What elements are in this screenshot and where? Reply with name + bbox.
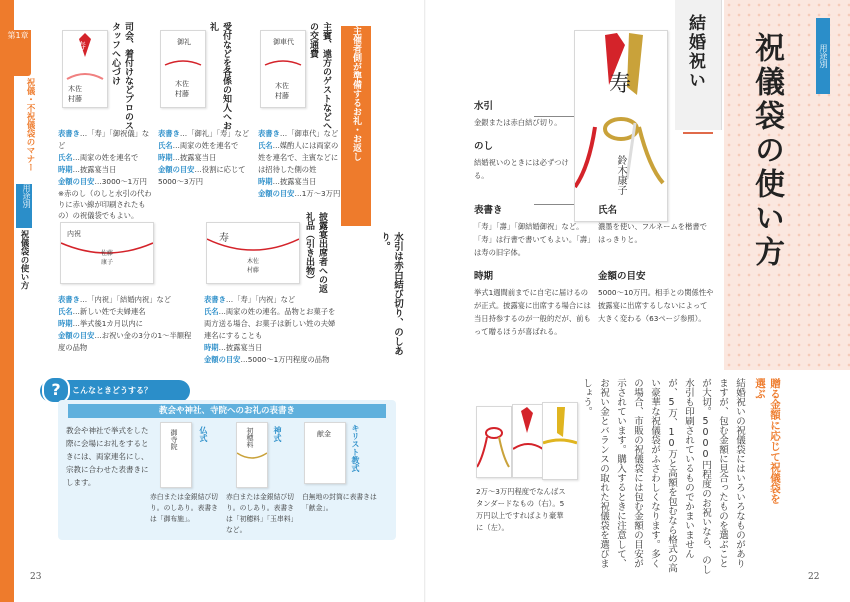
main-envelope-name: 鈴木康子 <box>615 155 626 195</box>
envelope-christian <box>304 422 346 484</box>
heading-vip: 主賓、遠方のゲストなどへの交通費 <box>308 22 331 130</box>
envelope-christian-text: 献金 <box>317 430 331 438</box>
chapter-tab-bar <box>0 0 14 602</box>
field-name: 氏名 濃墨を使い、フルネームを楷書ではっきりと。 <box>598 205 707 244</box>
envelope-buddhist-text: 御寺院 <box>170 429 178 450</box>
envelope-shinto-text: 初穂料 <box>246 427 254 448</box>
howto-badge-label: こんなときどうする？ <box>72 386 152 395</box>
envelope-other <box>60 222 154 284</box>
envelope-vip <box>260 30 306 108</box>
envelope-other-top: 内祝 <box>67 230 81 238</box>
sub-body: 結婚祝いの祝儀袋にはいろいろなものがありますが、包む金額に見合ったものを選ぶことが大切。5000円程度のお祝いなら、のし水引も印刷されているものでかまいませんが、5万、10万と高額を包むなら格式の高い豪華な祝儀袋がふさわしくなります。多くの場合、市販の祝儀袋には包む金額の目安が示されています。購入するときに注意して、お祝い金とバランスの取れた祝儀袋を選びましょう。 <box>581 378 745 574</box>
field-noshi: のし 結婚祝いのときには必ずつける。 <box>474 141 569 180</box>
christian-desc: 白無地の封筒に表書きは「献金」。 <box>302 493 377 512</box>
page-number-right: 22 <box>808 572 820 582</box>
shinto-label: 神式 <box>273 426 282 442</box>
photo-caption: 2万～3万円程度でなんばスタンダードなもの（右）。5万円以上ですればより豪華に（左）。 <box>476 487 566 532</box>
category-tab[interactable]: 用途別 <box>16 184 32 228</box>
organizer-banner: 主催者側が準備するお礼・お返し <box>341 26 371 226</box>
envelope-vip-names: 木佐 村藤 <box>275 82 289 100</box>
field-amount: 金額の目安 5000～10万円。相手との関係性や披露宴に出席するしないによって大きく変わる（63ページ参照）。 <box>598 271 714 323</box>
envelope-staff-names: 木佐 村藤 <box>68 85 82 103</box>
caption-guest-return: 表書き…「寿」「内祝」など 氏名…両家の姓の連名。品物とお菓子を両方送る場合、お菓子は新しい姓の夫婦連名にすることも 時期…披露宴当日 金額の目安…5000～1万円程度の品物 <box>204 295 336 364</box>
photo-envelope-left <box>476 406 512 478</box>
envelope-shinto <box>236 422 268 488</box>
tab-page-title: 祝儀袋の使い方 <box>19 230 29 290</box>
howto-badge <box>40 380 190 402</box>
big-title: 祝儀袋の使い方 <box>749 32 784 270</box>
envelope-guests-top: 御礼 <box>177 38 191 46</box>
photo-envelope-middle <box>512 404 544 478</box>
envelope-guest-top: 寿 <box>219 233 229 244</box>
shinto-desc: 赤白または金銀結び切り。のしあり。表書きは「初穂料」「玉串料」など。 <box>226 493 298 534</box>
main-envelope <box>574 30 668 222</box>
chapter-tab[interactable]: 第1章 <box>5 30 31 76</box>
caption-guests: 表書き…「御礼」「寿」など 氏名…両家の姓を連名で 時期…披露宴当日 金額の目安…役割に応じて5000～3万円 <box>158 129 250 186</box>
envelope-buddhist <box>160 422 192 488</box>
howto-body: 教会や神社で挙式をした際に会場にお礼をするときには、両家連名にし、宗教に合わせた表書きにします。 <box>66 426 149 487</box>
caption-other: 表書き…「内祝」「結婚内祝」など 氏名…新しい姓で夫婦連名 時期…挙式後1カ月以内に 金額の目安…お祝い金の3分の1～半額程度の品物 <box>58 295 192 352</box>
envelope-vip-top: 御車代 <box>273 38 294 46</box>
envelope-other-names: 佐藤 康子 <box>101 250 114 266</box>
heading-staff: 司会、着付けなどプロのスタッフへ心づけ <box>110 22 133 130</box>
howto-title: 教会や神社、寺院へのお礼の表書き <box>68 404 386 418</box>
christian-label: キリスト教式 <box>351 424 360 472</box>
heading-guests: 受付などを各係の知人へお礼 <box>208 22 231 130</box>
mizuhiki-note: 水引は赤白結び切り、のしあり。 <box>379 232 403 356</box>
field-omotegaki: 表書き 「寿」「壽」「御結婚御祝」など。「寿」は行書で書いてもよい。「壽」は寿の旧字体。 <box>474 205 591 257</box>
field-timing: 時期 挙式1週間前までに自宅に届けるのが正式。披露宴に出席する場合には当日持参するのが一般的だが、前もって贈るほうが喜ばれる。 <box>474 271 591 336</box>
envelope-guest-names: 木佐 村藤 <box>247 258 260 274</box>
envelope-guests-names: 木佐 村藤 <box>175 80 189 98</box>
heading-guest-return: 披露宴出席者への返礼品（引き出物） <box>304 212 327 293</box>
section-title: 結婚祝い <box>685 14 705 90</box>
field-mizuhiki: 水引 金銀または赤白結び切り。 <box>474 101 562 127</box>
page-number-left: 23 <box>30 572 42 582</box>
question-icon: ? <box>42 376 70 404</box>
buddhist-label: 仏式 <box>199 426 208 442</box>
howto-box <box>58 400 396 540</box>
buddhist-desc: 赤白または金銀結び切り。のしあり。表書きは「御布施」。 <box>150 493 218 523</box>
main-envelope-top: 寿 <box>609 72 632 97</box>
envelope-guests <box>160 30 206 108</box>
sub-heading: 贈る金額に応じて祝儀袋を選ぶ <box>754 378 781 504</box>
category-tab-right[interactable]: 用途別 <box>816 18 830 94</box>
pattern-band <box>724 0 850 370</box>
caption-staff: 表書き…「寿」「御祝儀」など 氏名…両家の姓を連名で 時期…披露宴当日 金額の目安…3000～1万円 ※赤のし（のしと水引の代わりに赤い線が印刷されたもの）の祝儀袋でもよい。 <box>58 129 152 220</box>
envelope-staff-top: 寿 <box>77 42 87 52</box>
section-title-box <box>675 0 722 130</box>
chapter-section-title: 祝儀・不祝儀袋のマナー <box>25 78 35 172</box>
section-title-ornament <box>683 132 713 140</box>
caption-vip: 表書き…「御車代」など 氏名…媒酌人には両家の姓を連名で、主賓などには招待した側の姓 時期…披露宴当日 金額の目安…1万～3万円 <box>258 129 341 198</box>
envelope-guest-return <box>206 222 300 284</box>
